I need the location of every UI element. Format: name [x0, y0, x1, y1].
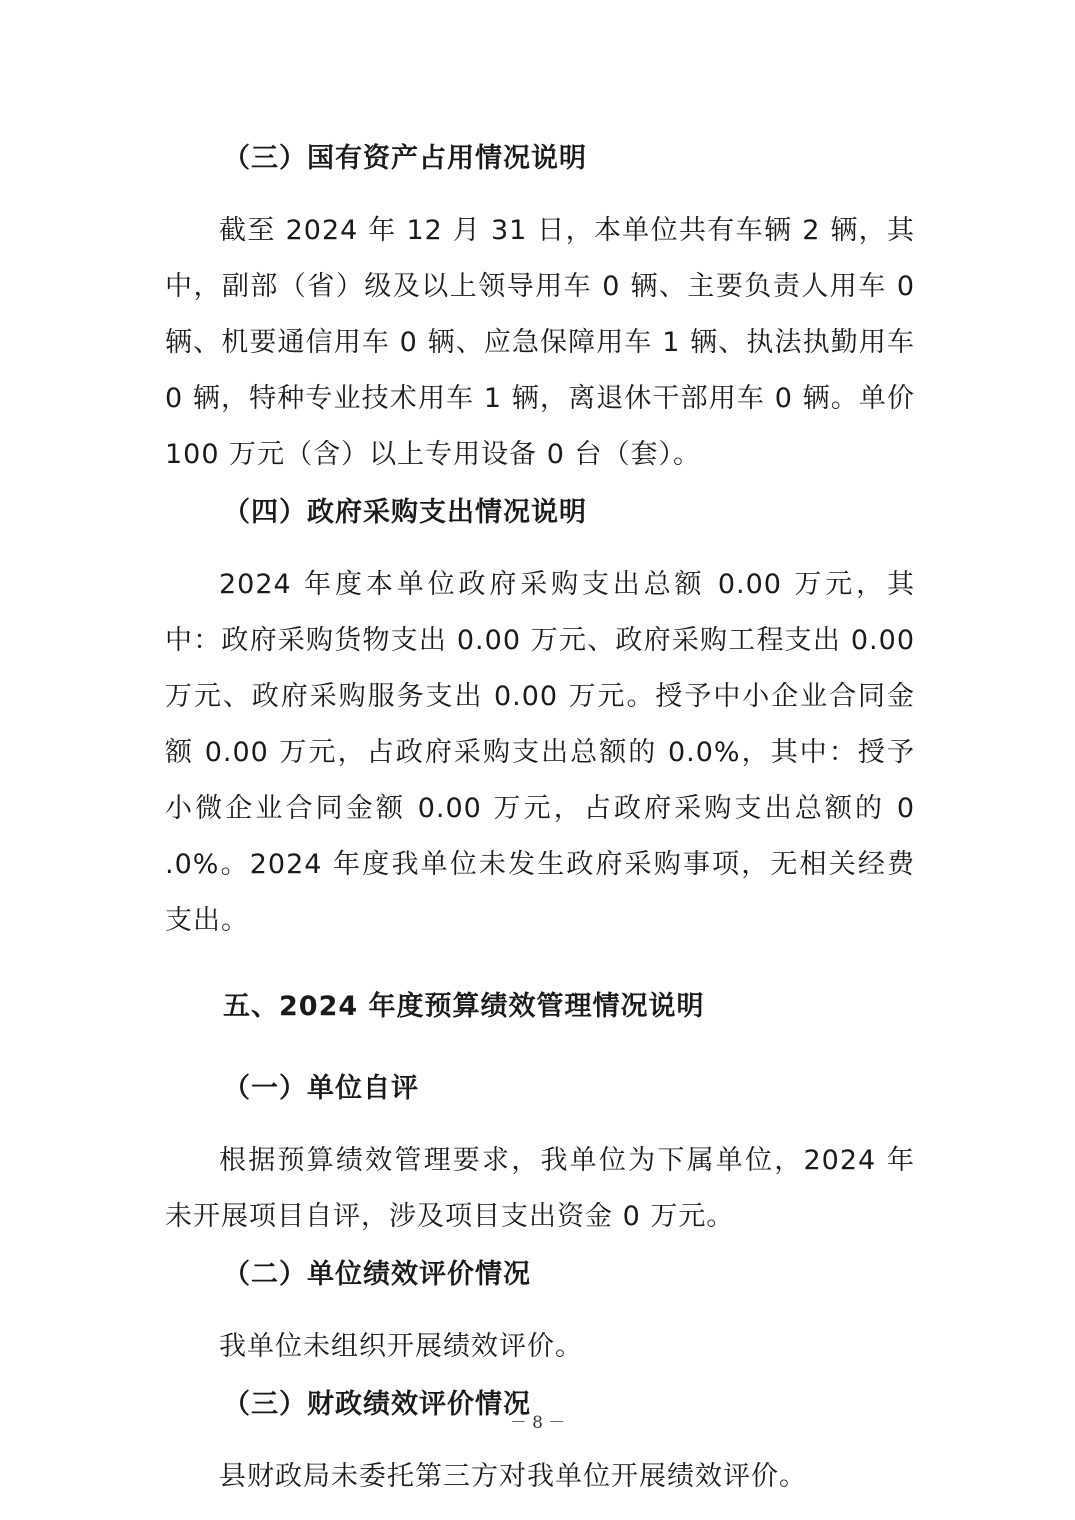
page-number: － 8 －: [509, 1413, 566, 1433]
paragraph-self-eval: 根据预算绩效管理要求，我单位为下属单位，2024 年未开展项目自评，涉及项目支出资金 0 万元。: [165, 1145, 915, 1232]
section-heading-assets: （三）国有资产占用情况说明: [223, 143, 587, 174]
paragraph-unit-eval: 我单位未组织开展绩效评价。: [219, 1331, 583, 1362]
section-heading-finance-eval: （三）财政绩效评价情况: [223, 1389, 531, 1420]
paragraph-procurement: 2024 年度本单位政府采购支出总额 0.00 万元，其中：政府采购货物支出 0.00 万元、政府采购工程支出 0.00 万元、政府采购服务支出 0.00 万元。授予中小企业合同金额 0.00 万元，占政府采购支出总额的 0.0%，其中：授予小微企业合同金额 0.00 万元，占政府采购支出总额的 0 .0%。2024 年度我单位未发生政府采购事项，无相关经费支出。: [165, 569, 915, 936]
paragraph-finance-eval: 县财政局未委托第三方对我单位开展绩效评价。: [219, 1461, 807, 1492]
section-heading-self-eval: （一）单位自评: [223, 1073, 419, 1104]
chapter-heading-performance: 五、2024 年度预算绩效管理情况说明: [223, 991, 705, 1022]
section-heading-unit-eval: （二）单位绩效评价情况: [223, 1259, 531, 1290]
document-body: [165, 135, 915, 1505]
section-heading-procurement: （四）政府采购支出情况说明: [223, 497, 587, 528]
paragraph-assets: 截至 2024 年 12 月 31 日，本单位共有车辆 2 辆，其中，副部（省）级及以上领导用车 0 辆、主要负责人用车 0 辆、机要通信用车 0 辆、应急保障用车 1 辆、执法执勤用车 0 辆，特种专业技术用车 1 辆，离退休干部用车 0 辆。单价 100 万元（含）以上专用设备 0 台（套）。: [165, 215, 915, 470]
